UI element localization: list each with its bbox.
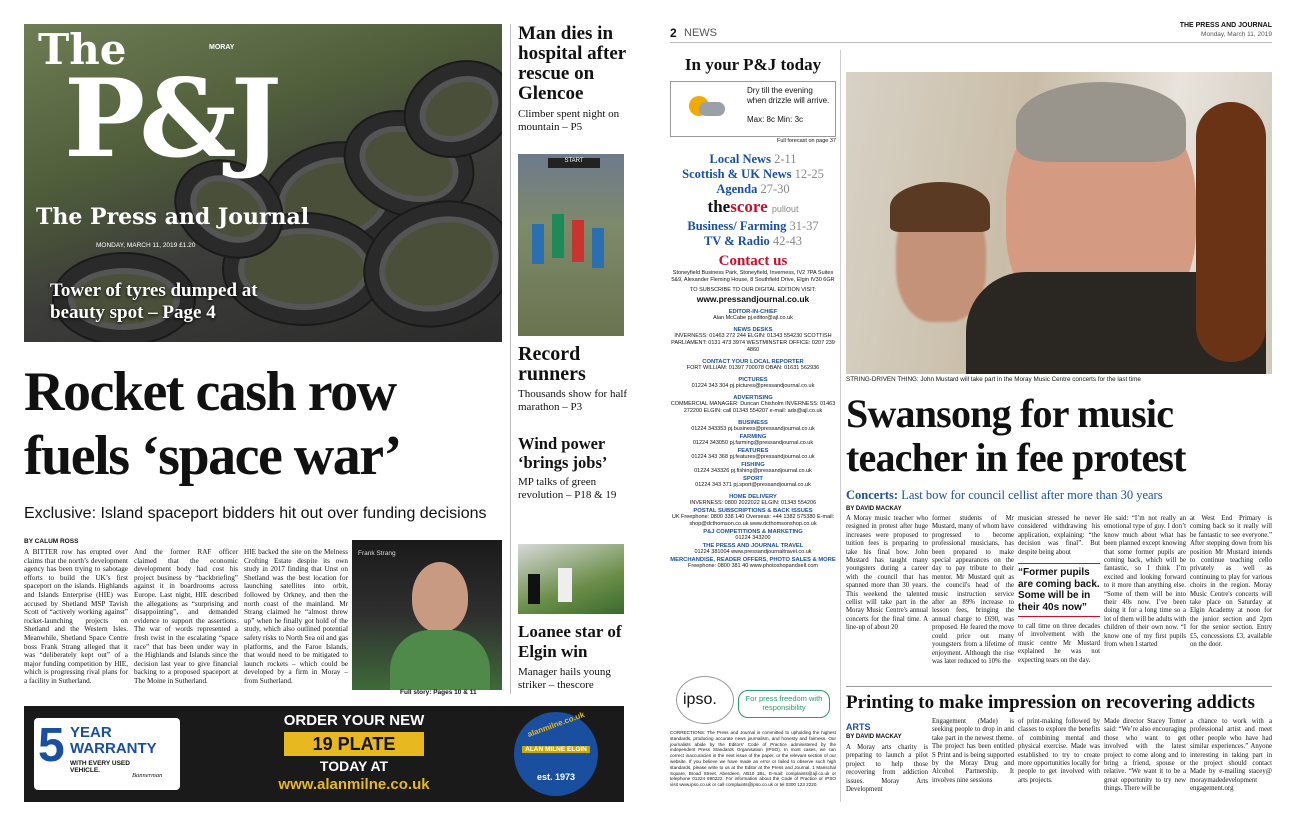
date-price: MONDAY, MARCH 11, 2019 £1.20 xyxy=(96,242,196,249)
weather-cloud-icon xyxy=(699,102,725,116)
dept-business-farming[interactable]: Business/ Farming 31-37 xyxy=(687,219,819,233)
alan-milne-logo: alanmilne.co.uk ALAN MILNE ELGIN est. 1973 xyxy=(514,712,598,796)
lead-column-3: HIE backed the site on the Melness Crofting Estate despite its own study in 2017 finding that Unst on Shetland was the best location for launching satellites into orbit, followed by Orkney, and then the north coast of the mainland. Mr Strang claimed he “almost threw up” when he finally got hold of the study, which also outlined potential safety risks to North Sea oil and gas platforms, and the Faroe Islands, that would need to be mitigated to launch rockets – which could be developed by a firm in Moray – from Sutherland. xyxy=(244,548,348,685)
forecast-link[interactable]: Full forecast on page 37 xyxy=(776,138,836,144)
paper-name: THE PRESS AND JOURNAL xyxy=(1179,22,1272,29)
lead-column-1: A BITTER row has erupted over claims that the north’s development agency has been trying to sabotage efforts to build the UK’s first spaceport on the islands. Highlands and Islands Enterprise (HIE) was accused by Shetland MSP Tavish Scott of “actively working against” rocket-launching projects on Shetland and the Western Isles. Meanwhile, Shetland Space Centre boss Frank Strang alleged that it was “deliberately kept out” of a major funding competition by HIE, which is progressing rival plans for a facility in Sutherland. xyxy=(24,548,128,685)
printing-column-4: Made director Stacey Tomer said: “We’re also encouraging those who want to get involved with the latest project to come along and to bring a friend, spouse or relative. “We want it to be a great opportunity to try new things. There will be xyxy=(1104,718,1186,793)
arts-tag: ARTS xyxy=(846,722,871,732)
website-link[interactable]: www.pressandjournal.co.uk xyxy=(696,294,810,304)
swansong-byline: BY DAVID MACKAY xyxy=(846,506,902,512)
printing-column-3: of print-making followed by classes to explore the benefits of combining mental and physical exercise. Made was established to try to create more opportunities locally for people to get involved with arts projects. xyxy=(1018,718,1100,784)
main-byline: BY CALUM ROSS xyxy=(24,538,79,545)
photo-credit: STRING-DRIVEN THING: John Mustard will take part in the Moray Music Centre concerts for the last time xyxy=(846,376,1141,383)
alan-milne-advert[interactable]: 5 YEAR WARRANTY WITH EVERY USED VEHICLE. Bannerman ORDER YOUR NEW 19 PLATE TODAY AT www.alanmilne.co.uk alanmilne.co.uk ALAN MILNE ELGIN est. 1973 xyxy=(24,706,624,802)
full-story-link[interactable]: Full story: Pages 10 & 11 xyxy=(400,689,477,696)
logo-the: The xyxy=(38,25,127,74)
main-subhead: Exclusive: Island spaceport bidders hit out over funding decisions xyxy=(24,505,487,522)
printing-byline: BY DAVID MACKAY xyxy=(846,734,902,740)
in-your-heading: In your P&J today xyxy=(684,55,822,74)
portrait-label: Frank Strang xyxy=(358,550,396,557)
swansong-column-5: at West End Primary is coming back so it really will be fantastic to see everyone.” After stepping down from his position Mr Mustard intends to continue teaching cello privately as well as continuing to play for various choirs in the region. Moray Music Centre's concerts will take place on Saturday at Elgin Academy at noon for the junior section and 2pm for the senior section. Entry £5, concessions £3, available on the door. xyxy=(1190,515,1272,649)
swansong-column-2: former students of Mr Mustard, many of whom have progressed to become professional musicians, has been prepared to make special appearances on the day to pay tribute to their mentor. Mr Mustard quit as the council's head of the music instruction service after an 89% increase to lesson fees, bringing the annual charge to £690, was proposed. He feared the move could price out many youngsters from a lifetime of enjoyment. Although the rise was later reduced to 10% the xyxy=(932,515,1014,665)
contact-us-title: Contact us xyxy=(718,253,788,269)
paper-date: Monday, March 11, 2019 xyxy=(1201,31,1272,38)
front-page-photo xyxy=(24,24,502,342)
dept-scottish-news[interactable]: Scottish & UK News 12-25 xyxy=(682,167,824,181)
warranty-badge: 5 YEAR WARRANTY WITH EVERY USED VEHICLE. Bannerman xyxy=(34,718,180,790)
swansong-column-3: musician stressed he never considered withdrawing his application, explaining: “the decision was final”. But despite being about “Former pupils are coming back. Some will be in their 40s now” to call time on three decades of involvement with the music centre Mr Mustard explained he was not expecting tears on the day. xyxy=(1018,515,1100,664)
the-score-pullout[interactable]: thescore pullout xyxy=(707,197,799,216)
in-your-today-box: In your P&J today Dry till the evening when drizzle will arrive. Max: 8c Min: 3c Full forecast on page 37 Local News 2-11 Scottish & UK News 12-25 Agenda 27-30 thescore pullout Business/ Farming 31-37 TV & Radio 42-43 Contact us Stoneyfield Business Park, Stoneyfield, Inverness, IV2 7PA Suites 5&9, Alexander Fleming House, 8 Southfield Drive, Elgin IV30 6GR TO SUBSCRIBE TO OUR DIGITAL EDITION VISIT: www.pressandjournal.co.uk EDITOR-IN-CHIEF Alan McCabe pj.editor@ajl.co.uk NEWS DESKS INVERNESS: 01463 272 244 ELGIN: 01343 554230 SCOTTISH PARLIAMENT: 0131 473 3974 WESTMINSTER OFFICE: 0207 239 4860 CONTACT YOUR LOCAL REPORTER FORT WILLIAM: 01397 700078 OBAN: 01631 562936 PICTURES 01224 343 304 pj.pictures@pressandjournal.co.uk ADVERTISING COMMERCIAL MANAGER: Duncan Chisholm INVERNESS: 01463 272200 ELGIN: call 01343 554207 e-mail: ads@ajl.co.uk BUSINESS 01224 343353 pj.business@pressandjournal.co.uk FARMING 01224 343050 pj.farming@pressandjournal.co.uk FEATURES 01224 343 368 pj.features@pressandjournal.co.uk FISHING 01224 343326 pj.fishing@pressandjournal.co.uk SPORT 01224 343 371 pj.sport@pressandjournal.co.uk HOME DELIVERY INVERNESS: 0800 2022022 ELGIN: 01343 554206 POSTAL SUBSCRIPTIONS & BACK ISSUES UK Freephone: 0800 338 140 Overseas: +44 1382 575380 E-mail: shop@dcthomson.co.uk www.dcthomsonshop.co.uk P&J COMPETITIONS & MARKETING 01224 343200 THE PRESS AND JOURNAL TRAVEL 01224 381004 www.pressandjournaltravel.co.uk MERCHANDISE, READER OFFERS, PHOTO SALES & MORE Freephone: 0800 381 40 www.photoshopandsell.com xyxy=(670,55,836,569)
pull-quote: “Former pupils are coming back. Some will be in their 40s now” xyxy=(1018,563,1100,617)
dept-agenda[interactable]: Agenda 27-30 xyxy=(716,182,790,196)
weather-box: Dry till the evening when drizzle will arrive. Max: 8c Min: 3c xyxy=(670,81,836,137)
runners-photo: START xyxy=(518,154,624,336)
photo-caption[interactable]: Tower of tyres dumped at beauty spot – Page 4 xyxy=(50,280,258,323)
teaser-wind-power[interactable]: Wind power ‘brings jobs’ MP talks of green revolution – P18 & 19 xyxy=(518,434,617,501)
printing-column-1: A Moray arts charity is preparing to launch a pilot project to help those recovering from addiction issues. Moray Arts Development xyxy=(846,744,928,794)
left-sidebar xyxy=(518,23,628,691)
page-number: 2 xyxy=(670,26,677,40)
corrections-notice: CORRECTIONS: The Press and Journal is committed to upholding the highest standards, producing accurate news journalism, and honesty and fairness. Our journalists abide by the Editors' Code of Practice administered by the independent Press Standards Organisation (IPSO). In most cases, we can correct inaccuracies in the next issue of the paper, or the relevant section of our website. If you believe we have made an error or failed to observe such high standards, please write to us at the Editor at the Press and Journal, 1 Marischal Square, Broad Street, Aberdeen, AB10 1BL, E-mail: complaints@ajl.co.uk or telephone 01224 690222. For information about the Code of Practice or IPSO visit www.ipso.co.uk or call complaints@ipso.co.uk or tel 0300 123 2220. xyxy=(670,730,836,788)
logo-name: The Press and Journal xyxy=(36,204,310,230)
lead-column-2: And the former RAF officer claimed that the economic development body had cost his project business by “backbriefing” against it in boardrooms across Europe. Last night, HIE described the allegations as “surprising and disappointing”, and demanded evidence to support the assertions. The war of words represented a fresh twist in the escalating “space race” that has been under way in the Highlands and Islands since the decision last year to give financial backing to a proposed spaceport at The Moine in Sutherland. xyxy=(134,548,238,685)
swansong-column-4: He said: “I’m not really an emotional type of guy. I don’t know much about what has been planned except knowing that some former pupils are coming back, which will be fantastic, so I think I’m excited and looking forward to it more than anything else. “Some of them will be into their 40s now. I’ve been doing it for a long time so a lot of them will be adults with children of their own now. “I know one of my first pupils from when I started xyxy=(1104,515,1186,649)
printing-column-2: Engagement (Made) is seeking people to drop in and take part in the newest theme. The project has been entitled S Print and is being supported by the Moray Drug and Alcohol Partnership. It involves nine sessions xyxy=(932,718,1014,784)
ipso-slogan: For press freedom with responsibility xyxy=(738,690,830,718)
ipso-logo: ipso. xyxy=(676,676,734,724)
logo-pj: P&J xyxy=(64,56,276,182)
swansong-headline[interactable]: Swansong for music teacher in fee protest xyxy=(846,391,1186,480)
printing-column-5: a chance to work with a professional artist and meet other people who have had similar experiences.” Anyone interesting in taking part in the project should contact Made by e-mailing stacey@ moraymadedevelopment engagement.org xyxy=(1190,718,1272,793)
teaser-glencoe[interactable]: Man dies in hospital after rescue on Glencoe Climber spent night on mountain – P5 xyxy=(518,23,626,133)
region-tag: MORAY xyxy=(209,44,235,51)
football-photo xyxy=(518,544,624,614)
teaser-record-runners[interactable]: Record runners Thousands show for half marathon – P3 xyxy=(518,343,628,413)
swansong-column-1: A Moray music teacher who resigned in protest after huge increases were proposed to tuition fees is preparing to take his final bow. John Mustard has taught many youngsters during a career with the council that has spanned more than 30 years. This weekend the talented cellist will take part in the Moray Music Centre's annual concerts for the final time. A line-up of about 20 xyxy=(846,515,928,632)
frank-strang-portrait xyxy=(352,540,502,690)
dept-tv-radio[interactable]: TV & Radio 42-43 xyxy=(703,234,803,248)
dept-local-news[interactable]: Local News 2-11 xyxy=(709,152,797,166)
concerts-strap: Concerts: Last bow for council cellist after more than 30 years xyxy=(846,488,1163,502)
cellist-photo xyxy=(846,72,1272,374)
section-name: NEWS xyxy=(684,27,717,39)
printing-headline[interactable]: Printing to make impression on recovering addicts xyxy=(846,692,1255,713)
teaser-loanee-star[interactable]: Loanee star of Elgin win Manager hails young striker – thescore xyxy=(518,622,622,691)
main-headline[interactable]: Rocket cash row fuels ‘space war’ xyxy=(24,361,401,487)
